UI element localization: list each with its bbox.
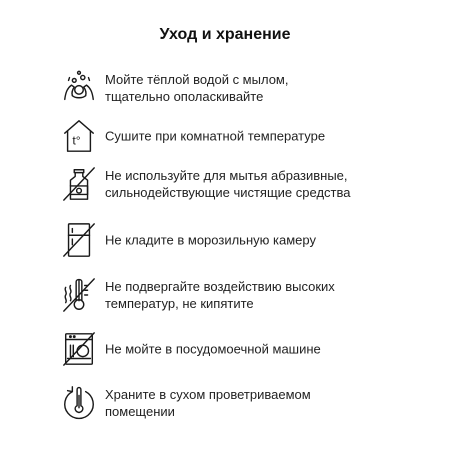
care-item-no-freezer [60, 220, 450, 260]
care-item-text: Храните в сухом проветриваемом помещении [105, 387, 311, 419]
care-item-no-high-temperature [60, 275, 450, 315]
no-abrasive-cleaner-icon [60, 165, 98, 203]
no-freezer-icon [60, 221, 98, 259]
no-dishwasher-icon [60, 330, 98, 368]
care-item-dry-storage [60, 383, 450, 423]
care-item-text: Не кладите в морозильную камеру [105, 232, 316, 248]
page-title: Уход и хранение [159, 26, 291, 43]
hand-wash-icon [60, 69, 98, 107]
care-item-text: Сушите при комнатной температуре [105, 128, 326, 144]
room-temperature-icon [60, 117, 98, 155]
care-item-no-dishwasher [60, 329, 450, 369]
care-item-room-temperature [60, 116, 450, 156]
care-item-text: Не подвергайте воздействию высоких температур, не кипятите [105, 279, 335, 311]
dry-ventilated-storage-icon [60, 384, 98, 422]
care-item-text: Не используйте для мытья абразивные, сильнодействующие чистящие средства [105, 168, 351, 200]
care-item-hand-wash [60, 68, 450, 108]
no-high-temperature-icon [60, 276, 98, 314]
care-item-text: Не мойте в посудомоечной машине [105, 341, 321, 357]
care-item-no-abrasive [60, 164, 450, 204]
svg-text:t°: t° [72, 133, 81, 148]
care-item-text: Мойте тёплой водой с мылом, тщательно ополаскивайте [105, 72, 289, 104]
